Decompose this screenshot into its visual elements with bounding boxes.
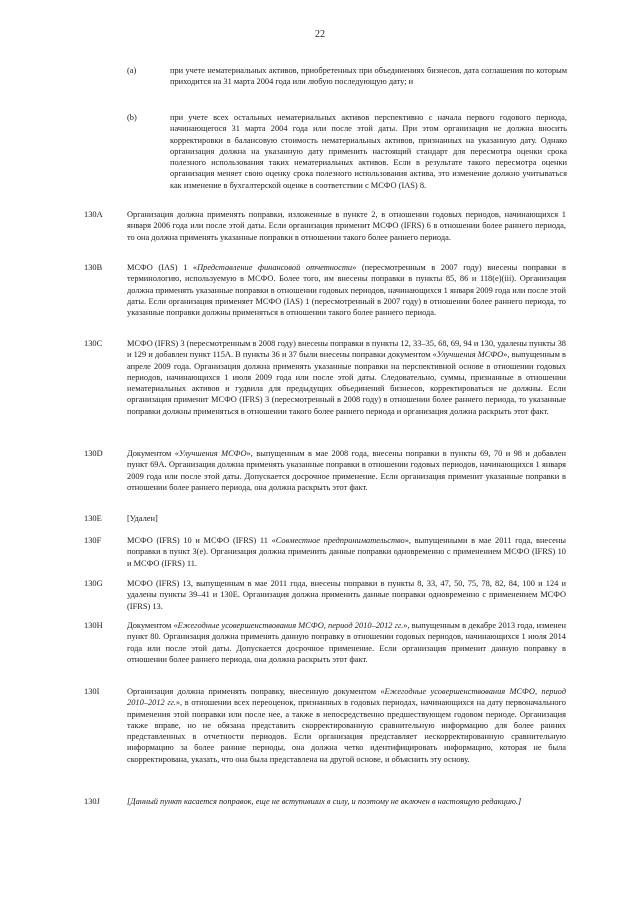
paragraph-130g [84,578,566,612]
paragraph-number: 130I [84,687,100,696]
paragraph-number: 130C [84,339,103,348]
italic-run: Совместное предпринимательство [275,536,405,545]
paragraph-number: 130H [84,621,103,630]
text-run: МСФО (IFRS) 13, выпущенным в мае 2011 года, внесены поправки в пункты 8, 33, 47, 50, 75, 78, 82, 84, 100 и 124 и удалены пункты 39–41 и 130Е. Организация должна применить данные поправки одновременно с применением МСФО (IFRS) 13. [127,579,566,611]
italic-run: Ежегодные усовершенствования МСФО, период 2010–2012 гг. [177,621,404,630]
text-run: Организация должна применять поправки, изложенные в пункте 2, в отношении годовых периодов, начинающихся 1 января 2006 года или после этой даты. Если организация применит МСФО (IFRS) 6 в отношении более раннего периода, то она должна применять указанные поправки в отношении такого более раннего периода. [127,210,566,242]
paragraph-130i [84,686,566,765]
paragraph-text [127,535,566,569]
paragraph-text [127,796,566,807]
paragraph-130d [84,448,566,493]
sub-item-text: при учете всех остальных нематериальных активов перспективно с начала первого годового периода, начинающегося 31 марта 2004 года или после этой даты. При этом организация не должна вносить корректировки в балансовую стоимость нематериальных активов, признанных на указанную дату. Однако организация должна на указанную дату применить настоящий стандарт для пересмотра оценки срока полезного использования таких нематериальных активов. Если в результате такого пересмотра оценки организация меняет свою оценку срока полезного использования актива, это изменение должно учитываться как изменение в бухгалтерской оценке в соответствии с МСФО (IAS) 8. [170,113,567,190]
paragraph-130b [84,262,566,318]
text-run: » (пересмотренным в 2007 году) внесены поправки в терминологию, используемую в МСФО. Более того, им внесены поправки в пункты 85, 86 и 118(e)(iii). Организация должна применять указанные поправки в отношении годовых периодов, начинающихся 1 января 2009 года или после этой даты. Если организация применяет МСФО (IAS) 1 (пересмотренный в 2007 году) в отношении более раннего периода, то указанные поправки должны применяться в отношении такого более раннего периода. [127,263,566,318]
italic-run: Улучшения МСФО [436,350,504,360]
paragraph-number: 130F [84,536,102,545]
paragraph-number: 130D [84,449,103,458]
paragraph-text [127,209,566,243]
paragraph-number: 130B [84,263,103,272]
text-run: МСФО (IFRS) 10 и МСФО (IFRS) 11 « [127,536,276,545]
text-run: Организация должна применять поправку, внесенную документом « [127,687,385,696]
paragraph-number: 130E [84,514,102,523]
paragraph-130j [84,796,566,807]
text-run: », выпущенным в декабре 2013 года, изменен пункт 80. Организация должна применять данную поправку в отношении годовых периодов, начинающихся 1 июля 2014 года или после этой даты. Допускается досрочное применение. Если организация применит данную поправку в отношении более раннего периода, она должна раскрыть этот факт. [127,621,566,664]
text-run: МСФО (IAS) 1 « [127,263,198,272]
paragraph-130f [84,535,566,569]
paragraph-130e [84,513,566,524]
paragraph-text [127,513,566,524]
paragraph-text [127,338,566,417]
sub-item-label: (a) [127,66,137,75]
text-run: », выпущенным в мае 2008 года, внесены поправки в пункты 69, 70 и 98 и добавлен пункт 69А. Организация должна применять указанные поправки в отношении годовых периодов, начинающихся 1 января 2009 года или после этой даты. Допускается досрочное применение. Если организация применит указанные поправки в отношении более раннего периода, она должна раскрыть этот факт. [127,449,566,492]
paragraph-text [127,578,566,612]
text-run: Документом « [127,621,178,630]
sub-item-label: (b) [127,113,137,122]
paragraph-number: 130J [84,797,100,806]
text-run: [Удален] [127,514,158,523]
text-run: », выпущенными в мае 2011 года, внесены поправки в пункт 3(е). Организация должна применить данные поправки одновременно с применением МСФО (IFRS) 10 и МСФО (IFRS) 11. [127,536,567,568]
text-run: », в отношении всех переоценок, признанных в годовых периодах, начинающихся на дату первоначального применения этой поправки или после нее, а также в непосредственно предшествующем годовом периоде. Организация также вправе, но не обязана представить скорректированную сравнительную информацию для более ранних представленных в отчетности периодов. Если организация представляет нескорректированную сравнительную информацию за более ранние периоды, она должна четко идентифицировать информацию, которая не была скорректирована, указать, что она была представлена на другой основе, и объяснить эту основу. [127,698,566,764]
italic-run: Ежегодные усовершенствования МСФО, период 2010–2012 гг. [127,687,566,708]
paragraph-130c [84,338,566,417]
italic-run: [Данный пункт касается поправок, еще не вступивших в силу, и поэтому не включен в настоящую редакцию.] [127,797,522,806]
italic-run: Улучшения МСФО [178,449,247,458]
text-run: », выпущенным в апреле 2009 года. Организация должна применять указанные поправки на перспективной основе в отношении годовых периодов, начинающихся 1 июля 2009 года или после этой даты. Следовательно, суммы, признанные в отношении нематериальных активов и гудвила для предыдущих объединений бизнесов, корректироваться не должны. Если организация применит МСФО (IFRS) 3 (пересмотренный в 2008 году) в отношении более раннего периода, то указанные поправки должны применяться в отношении такого более раннего периода и организация должна раскрыть этот факт. [127,350,566,416]
page-number: 22 [315,29,325,40]
paragraph-text [127,448,566,493]
paragraph-130h [84,620,566,665]
sub-item-b [127,112,567,191]
paragraph-text [127,686,566,765]
sub-item-text: при учете нематериальных активов, приобретенных при объединениях бизнесов, дата соглашения по которым приходится на 31 марта 2004 года или любую последующую дату; и [170,66,567,87]
italic-run: Представление финансовой отчетности [197,263,353,272]
paragraph-text [127,620,566,665]
sub-item-a [127,65,567,88]
paragraph-text [127,262,566,318]
text-run: Документом « [127,449,179,458]
paragraph-130a [84,209,566,243]
paragraph-number: 130G [84,579,103,588]
text-run: МСФО (IFRS) 3 (пересмотренным в 2008 году) внесены поправки в пункты 12, 33–35, 68, 69, 94 и 130, удалены пункты 38 и 129 и добавлен пункт 115А. В пункты 36 и 37 были внесены поправки документом « [127,339,566,360]
paragraph-number: 130A [84,210,103,219]
